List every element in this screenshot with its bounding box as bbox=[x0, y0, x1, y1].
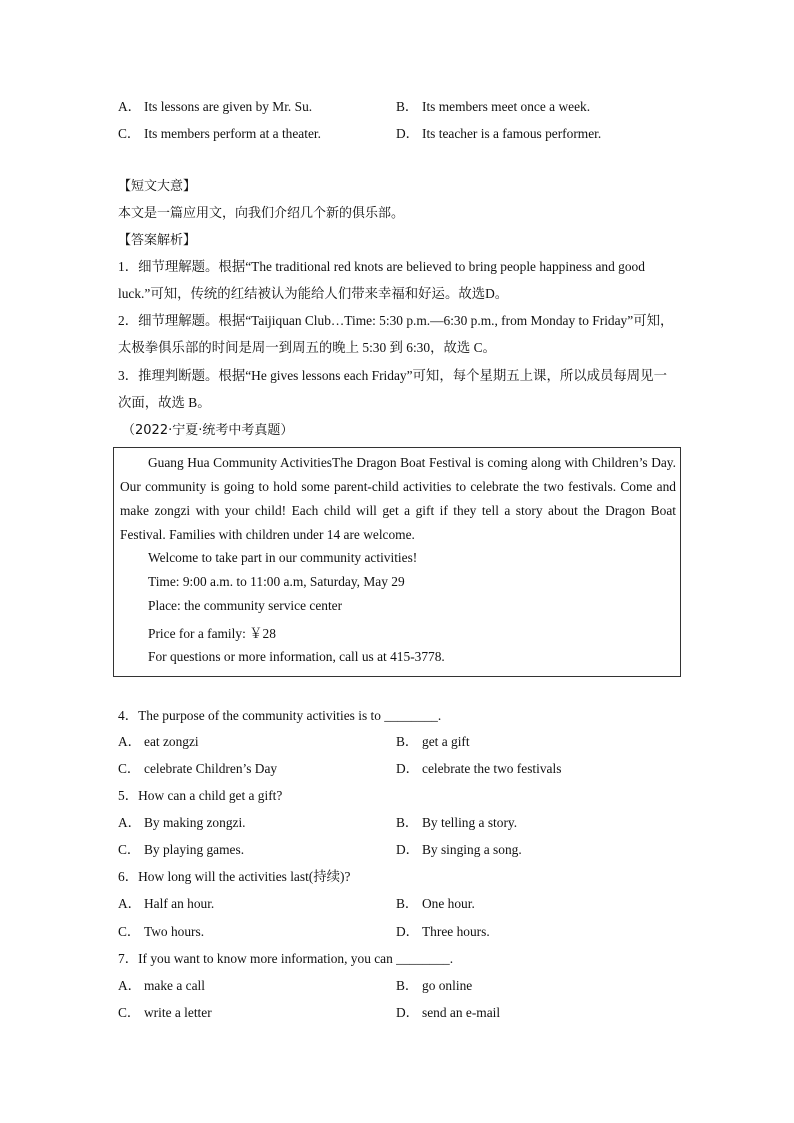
passage-line: Place: the community service center bbox=[148, 598, 343, 613]
q7-option-a: A． make a call bbox=[118, 978, 205, 993]
passage-line: Welcome to take part in our community activities! bbox=[148, 550, 418, 565]
q6-option-b: B． One hour. bbox=[396, 896, 475, 911]
q7-option-d: D． send an e-mail bbox=[396, 1005, 501, 1020]
q5-option-d: D． By singing a song. bbox=[396, 842, 522, 857]
q6-option-d: D． Three hours. bbox=[396, 924, 490, 939]
option-a: A． Its lessons are given by Mr. Su. bbox=[118, 99, 313, 114]
analysis-heading: 【答案解析】 bbox=[118, 233, 197, 248]
analysis-item-2: 2．细节理解题。根据“Taijiquan Club…Time: 5:30 p.m.—6:30 p.m., from Monday to Friday”可知，太极拳俱乐部的时间是周一到周五的晚上 5:30 到 6:30，故选 C。 bbox=[118, 313, 674, 355]
q7-option-c: C． write a letter bbox=[118, 1005, 212, 1020]
analysis-item-1: 1．细节理解题。根据“The traditional red knots are believed to bring people happiness and good luck.”可知，传统的红结被认为能给人们带来幸福和好运。故选D。 bbox=[118, 259, 645, 301]
passage-line: Price for a family: ￥28 bbox=[148, 626, 276, 641]
q4-option-a: A． eat zongzi bbox=[118, 734, 199, 749]
question-4-stem: 4．The purpose of the community activities is to ________. bbox=[118, 708, 442, 723]
passage-box bbox=[113, 447, 681, 677]
option-b: B． Its members meet once a week. bbox=[396, 99, 591, 114]
q6-option-c: C． Two hours. bbox=[118, 924, 205, 939]
q4-option-d: D． celebrate the two festivals bbox=[396, 761, 562, 776]
q7-option-b: B． go online bbox=[396, 978, 473, 993]
passage-line: Time: 9:00 a.m. to 11:00 a.m, Saturday, May 29 bbox=[148, 574, 405, 589]
question-5-stem: 5．How can a child get a gift? bbox=[118, 788, 283, 803]
q4-option-b: B． get a gift bbox=[396, 734, 470, 749]
source-note: （2022·宁夏·统考中考真题） bbox=[122, 423, 294, 438]
q5-option-b: B． By telling a story. bbox=[396, 815, 518, 830]
q6-option-a: A． Half an hour. bbox=[118, 896, 215, 911]
q5-option-a: A． By making zongzi. bbox=[118, 815, 246, 830]
question-6-stem: 6．How long will the activities last(持续)? bbox=[118, 869, 351, 884]
option-c: C． Its members perform at a theater. bbox=[118, 126, 321, 141]
option-d: D． Its teacher is a famous performer. bbox=[396, 126, 602, 141]
question-7-stem: 7．If you want to know more information, you can ________. bbox=[118, 951, 454, 966]
analysis-item-3: 3．推理判断题。根据“He gives lessons each Friday”可知，每个星期五上课，所以成员每周见一次面，故选 B。 bbox=[118, 368, 667, 410]
passage-intro: Guang Hua Community ActivitiesThe Dragon Boat Festival is coming along with Children’s Day. Our community is going to hold some parent-child activities to celebrate the two festivals. Come and make zongzi with your child! Each child will get a gift if they tell a story about the Dragon Boat Festival. Families with children under 14 are welcome. bbox=[120, 455, 676, 542]
passage-line: For questions or more information, call us at 415-3778. bbox=[148, 649, 445, 664]
q5-option-c: C． By playing games. bbox=[118, 842, 245, 857]
summary-text: 本文是一篇应用文，向我们介绍几个新的俱乐部。 bbox=[118, 206, 405, 221]
q4-option-c: C． celebrate Children’s Day bbox=[118, 761, 278, 776]
summary-heading: 【短文大意】 bbox=[118, 179, 197, 194]
